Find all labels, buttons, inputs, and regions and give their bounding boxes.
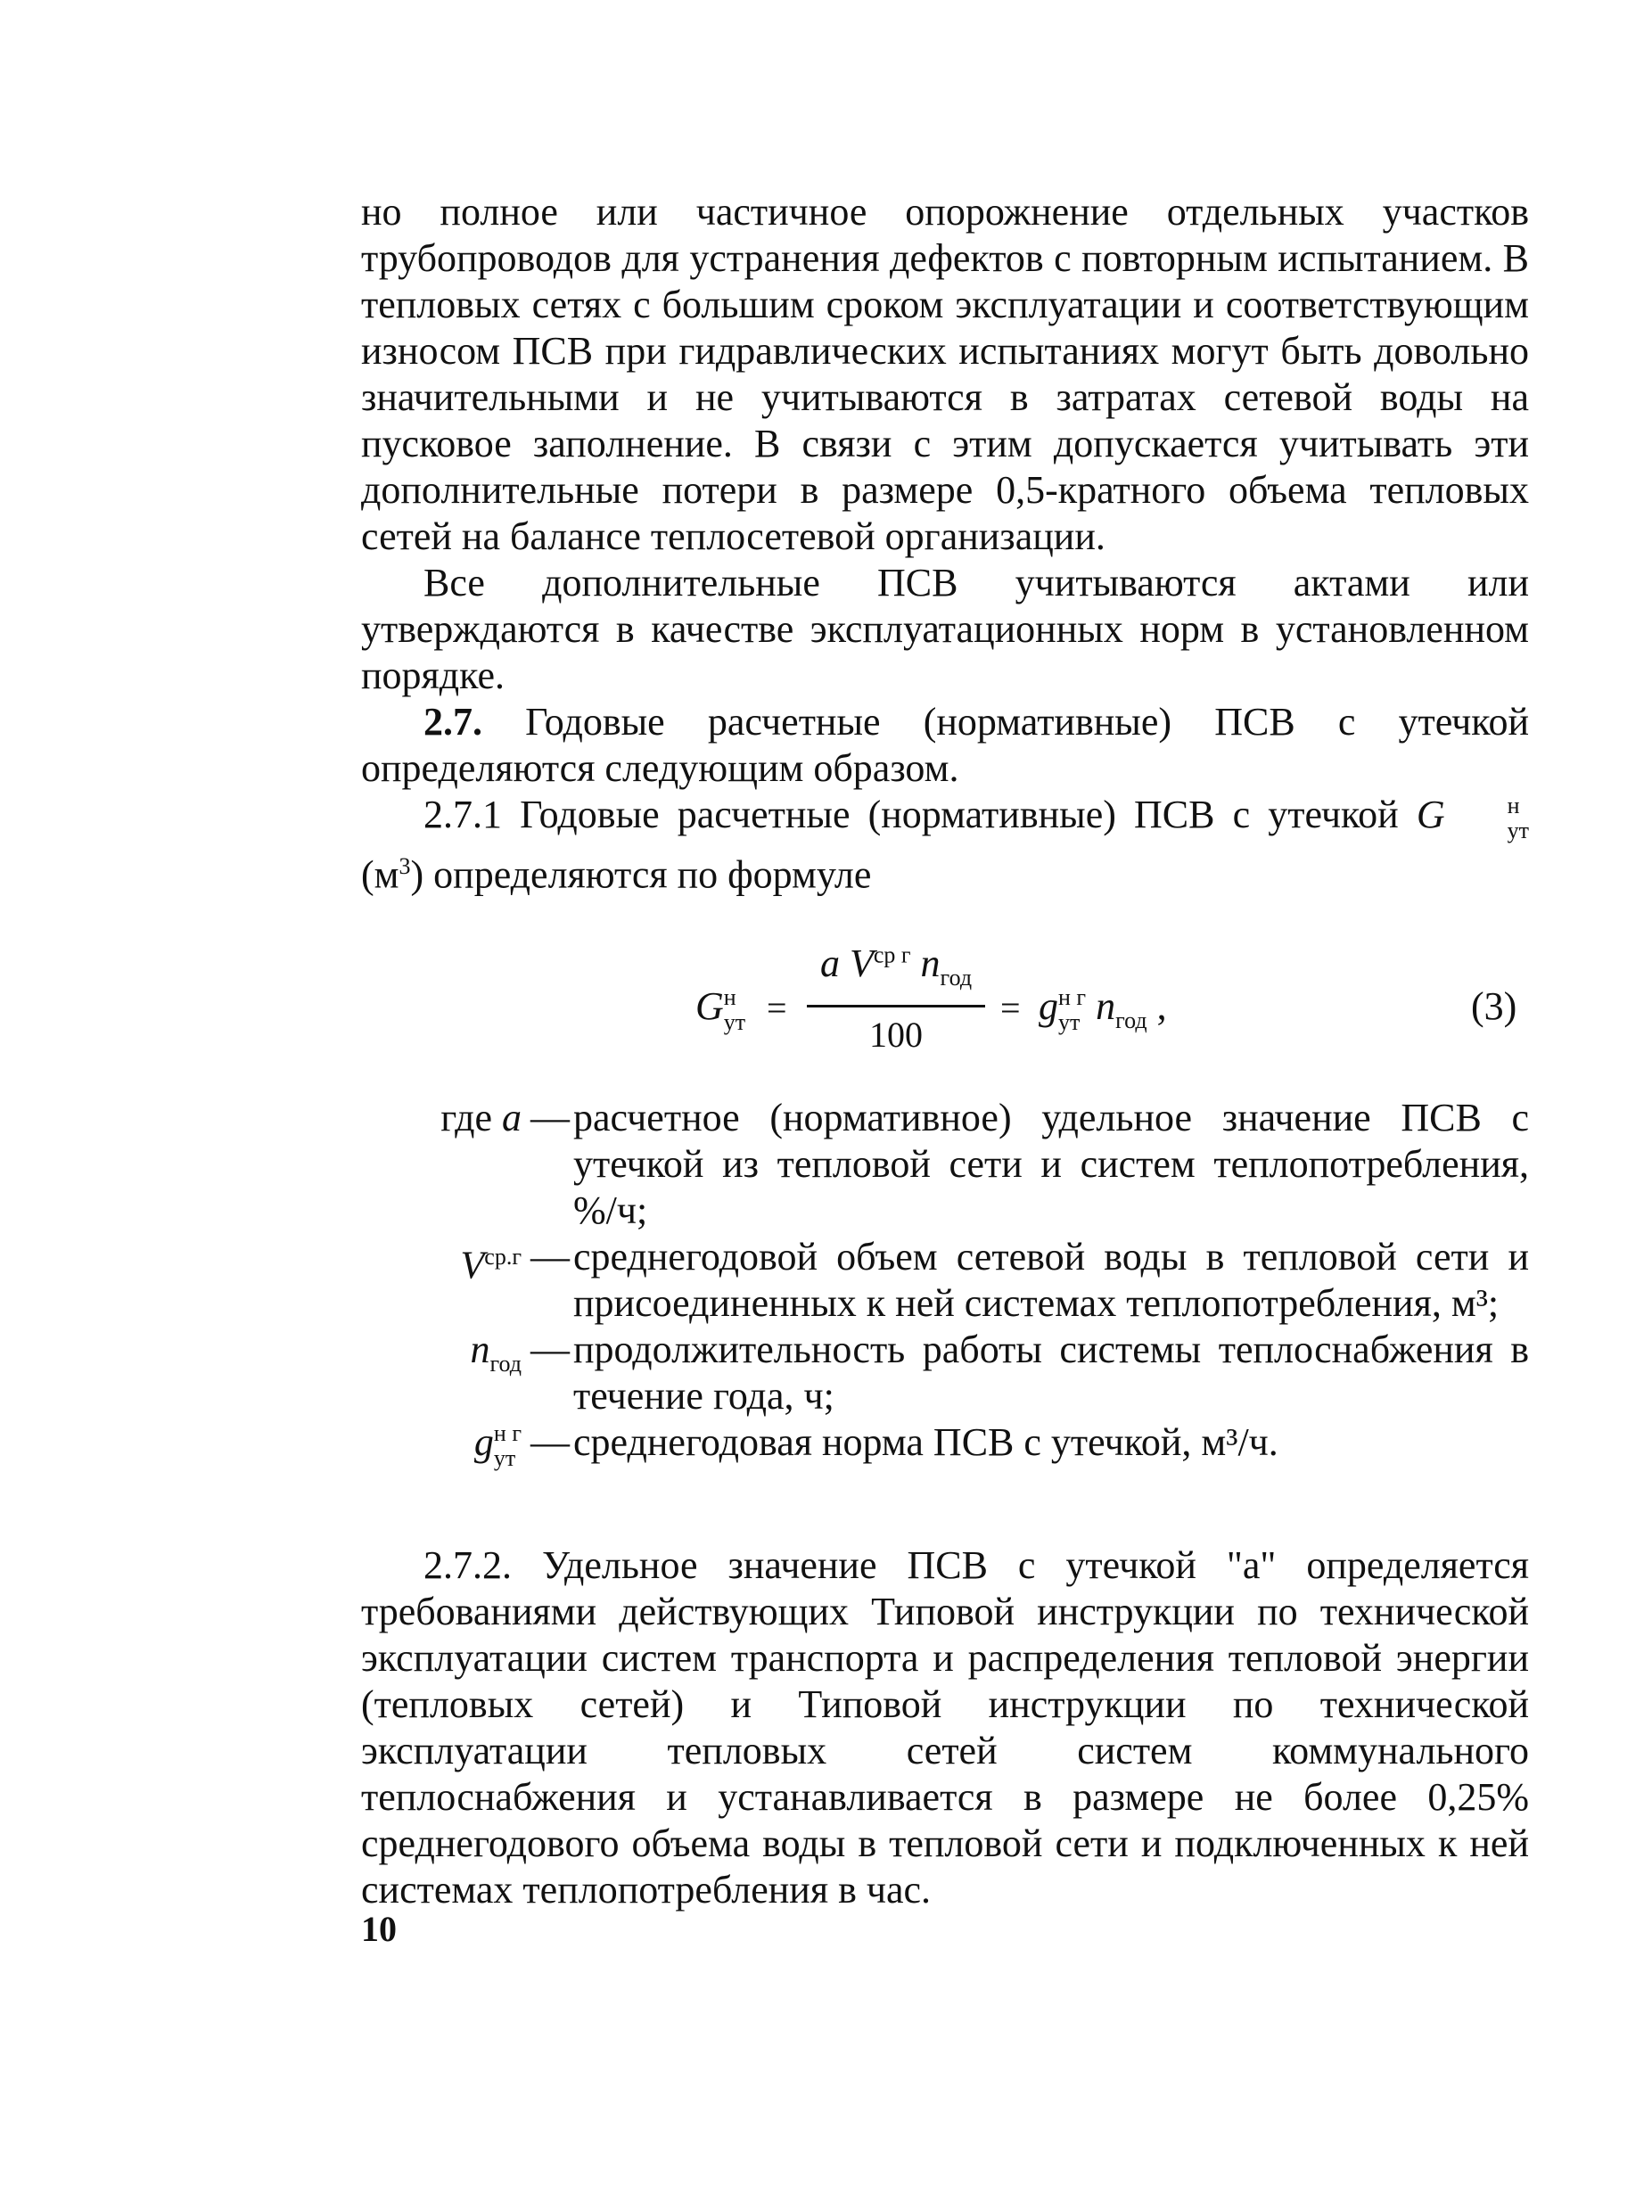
definition-a-text: расчетное (нормативное) удельное значение ПСВ с утечкой из тепловой сети и систем теплопотребления, %/ч;	[573, 1096, 1529, 1232]
formula-fraction-bar	[807, 1005, 985, 1007]
formula-denominator: 100	[869, 1015, 923, 1055]
definition-g-sup: н г	[493, 1419, 522, 1446]
symbol-g-ut-sub: ут	[1507, 817, 1529, 843]
symbol-g-ut: G	[1416, 793, 1445, 836]
formula-numerator-n: n	[910, 942, 941, 985]
formula-3	[0, 941, 1652, 1074]
definition-a-sym: a	[502, 1096, 522, 1139]
formula-numerator	[807, 941, 985, 991]
section-2-7-number: 2.7.	[423, 700, 482, 744]
definition-g-dash: —	[530, 1420, 570, 1464]
definition-v-sym: V	[460, 1243, 485, 1287]
formula-numerator-sup: ср г	[873, 942, 911, 968]
definition-v-dash: —	[530, 1235, 570, 1279]
definition-n-dash: —	[530, 1328, 570, 1371]
section-2-7-1-unit-exp: 3	[399, 852, 411, 879]
definition-a-dash: —	[530, 1096, 570, 1139]
upper-text	[361, 189, 1529, 899]
definition-g-sub: ут	[493, 1444, 516, 1471]
formula-rhs-indices	[1058, 985, 1086, 1035]
formula-lhs-indices	[724, 985, 745, 1035]
formula-rhs	[1039, 983, 1167, 1035]
definition-v-text: среднегодовой объем сетевой воды в тепловой сети и присоединенных к ней системах теплопотребления, м³;	[573, 1235, 1529, 1325]
definition-a-symbol	[361, 1095, 530, 1234]
formula-rhs-sup: н г	[1058, 983, 1087, 1010]
definition-v-sup: ср.г	[484, 1244, 522, 1270]
section-2-7-1	[361, 792, 1529, 899]
section-2-7-text: Годовые расчетные (нормативные) ПСВ с утечкой определяются следующим образом.	[361, 700, 1529, 790]
formula-lhs-sup: н	[723, 983, 736, 1010]
definition-n	[361, 1327, 1529, 1419]
formula-rhs-g: g	[1039, 984, 1058, 1028]
page-number: 10	[361, 1909, 397, 1949]
symbol-g-ut-indices	[1445, 794, 1529, 843]
lower-text	[361, 1542, 1529, 1913]
definition-g-sym: g	[473, 1420, 494, 1464]
formula-numerator-sub: год	[940, 964, 973, 991]
definitions-list	[361, 1095, 1529, 1471]
definition-where-label: где	[440, 1096, 502, 1139]
definition-g-symbol	[361, 1419, 530, 1471]
definition-n-symbol	[361, 1327, 530, 1419]
formula-number: (3)	[1471, 984, 1517, 1028]
definition-v-symbol	[361, 1234, 530, 1327]
formula-numerator-av: a V	[819, 942, 874, 985]
definition-g-indices	[494, 1421, 522, 1471]
definition-a	[361, 1095, 1529, 1234]
formula-lhs-sub: ут	[723, 1008, 746, 1035]
definition-g-text: среднегодовая норма ПСВ с утечкой, м³/ч.	[573, 1420, 1278, 1464]
formula-rhs-sub: ут	[1058, 1008, 1081, 1035]
formula-rhs-comma: ,	[1147, 984, 1167, 1028]
section-2-7-1-lead: 2.7.1 Годовые расчетные (нормативные) ПСВ с утечкой	[423, 793, 1417, 836]
definition-n-sub: год	[489, 1350, 522, 1377]
section-2-7	[361, 699, 1529, 792]
formula-rhs-n: n	[1086, 984, 1116, 1028]
definition-n-sym: n	[470, 1328, 490, 1371]
formula-lhs	[695, 983, 745, 1035]
formula-equals-1: =	[767, 988, 787, 1028]
definition-n-text: продолжительность работы системы теплоснабжения в течение года, ч;	[573, 1328, 1529, 1418]
definition-g	[361, 1419, 1529, 1471]
section-2-7-2: 2.7.2. Удельное значение ПСВ с утечкой "a" определяется требованиями действующих Типовой инструкции по технической эксплуатации систем транспорта и распределения тепловой энергии (тепловых сетей) и Типовой инструкции по технической эксплуатации тепловых сетей систем коммунального теплоснабжения и устанавливается в размере не более 0,25% среднегодового объема воды в тепловой сети и подключенных к ней системах теплопотребления в час.	[361, 1543, 1529, 1912]
paragraph-continuation: но полное или частичное опорожнение отдельных участков трубопроводов для устранения дефектов с повторным испытанием. В тепловых сетях с большим сроком эксплуатации и соответствующим износом ПСВ при гидравлических испытаниях могут быть довольно значительными и не учитываются в затратах сетевой воды на пусковое заполнение. В связи с этим допускается учитывать эти дополнительные потери в размере 0,5-кратного объема тепловых сетей на балансе теплосетевой организации.	[361, 190, 1529, 558]
paragraph-additional-losses: Все дополнительные ПСВ учитываются актами или утверждаются в качестве эксплуатационных норм в установленном порядке.	[361, 561, 1529, 697]
definition-v	[361, 1234, 1529, 1327]
formula-rhs-n-sub: год	[1115, 1007, 1147, 1033]
section-2-7-1-unit-open: (м	[361, 852, 399, 897]
formula-equals-2: =	[1000, 988, 1021, 1028]
symbol-g-ut-sup: н	[1507, 792, 1520, 818]
section-2-7-1-tail: ) определяются по формуле	[410, 852, 872, 897]
formula-lhs-symbol: G	[695, 984, 724, 1028]
